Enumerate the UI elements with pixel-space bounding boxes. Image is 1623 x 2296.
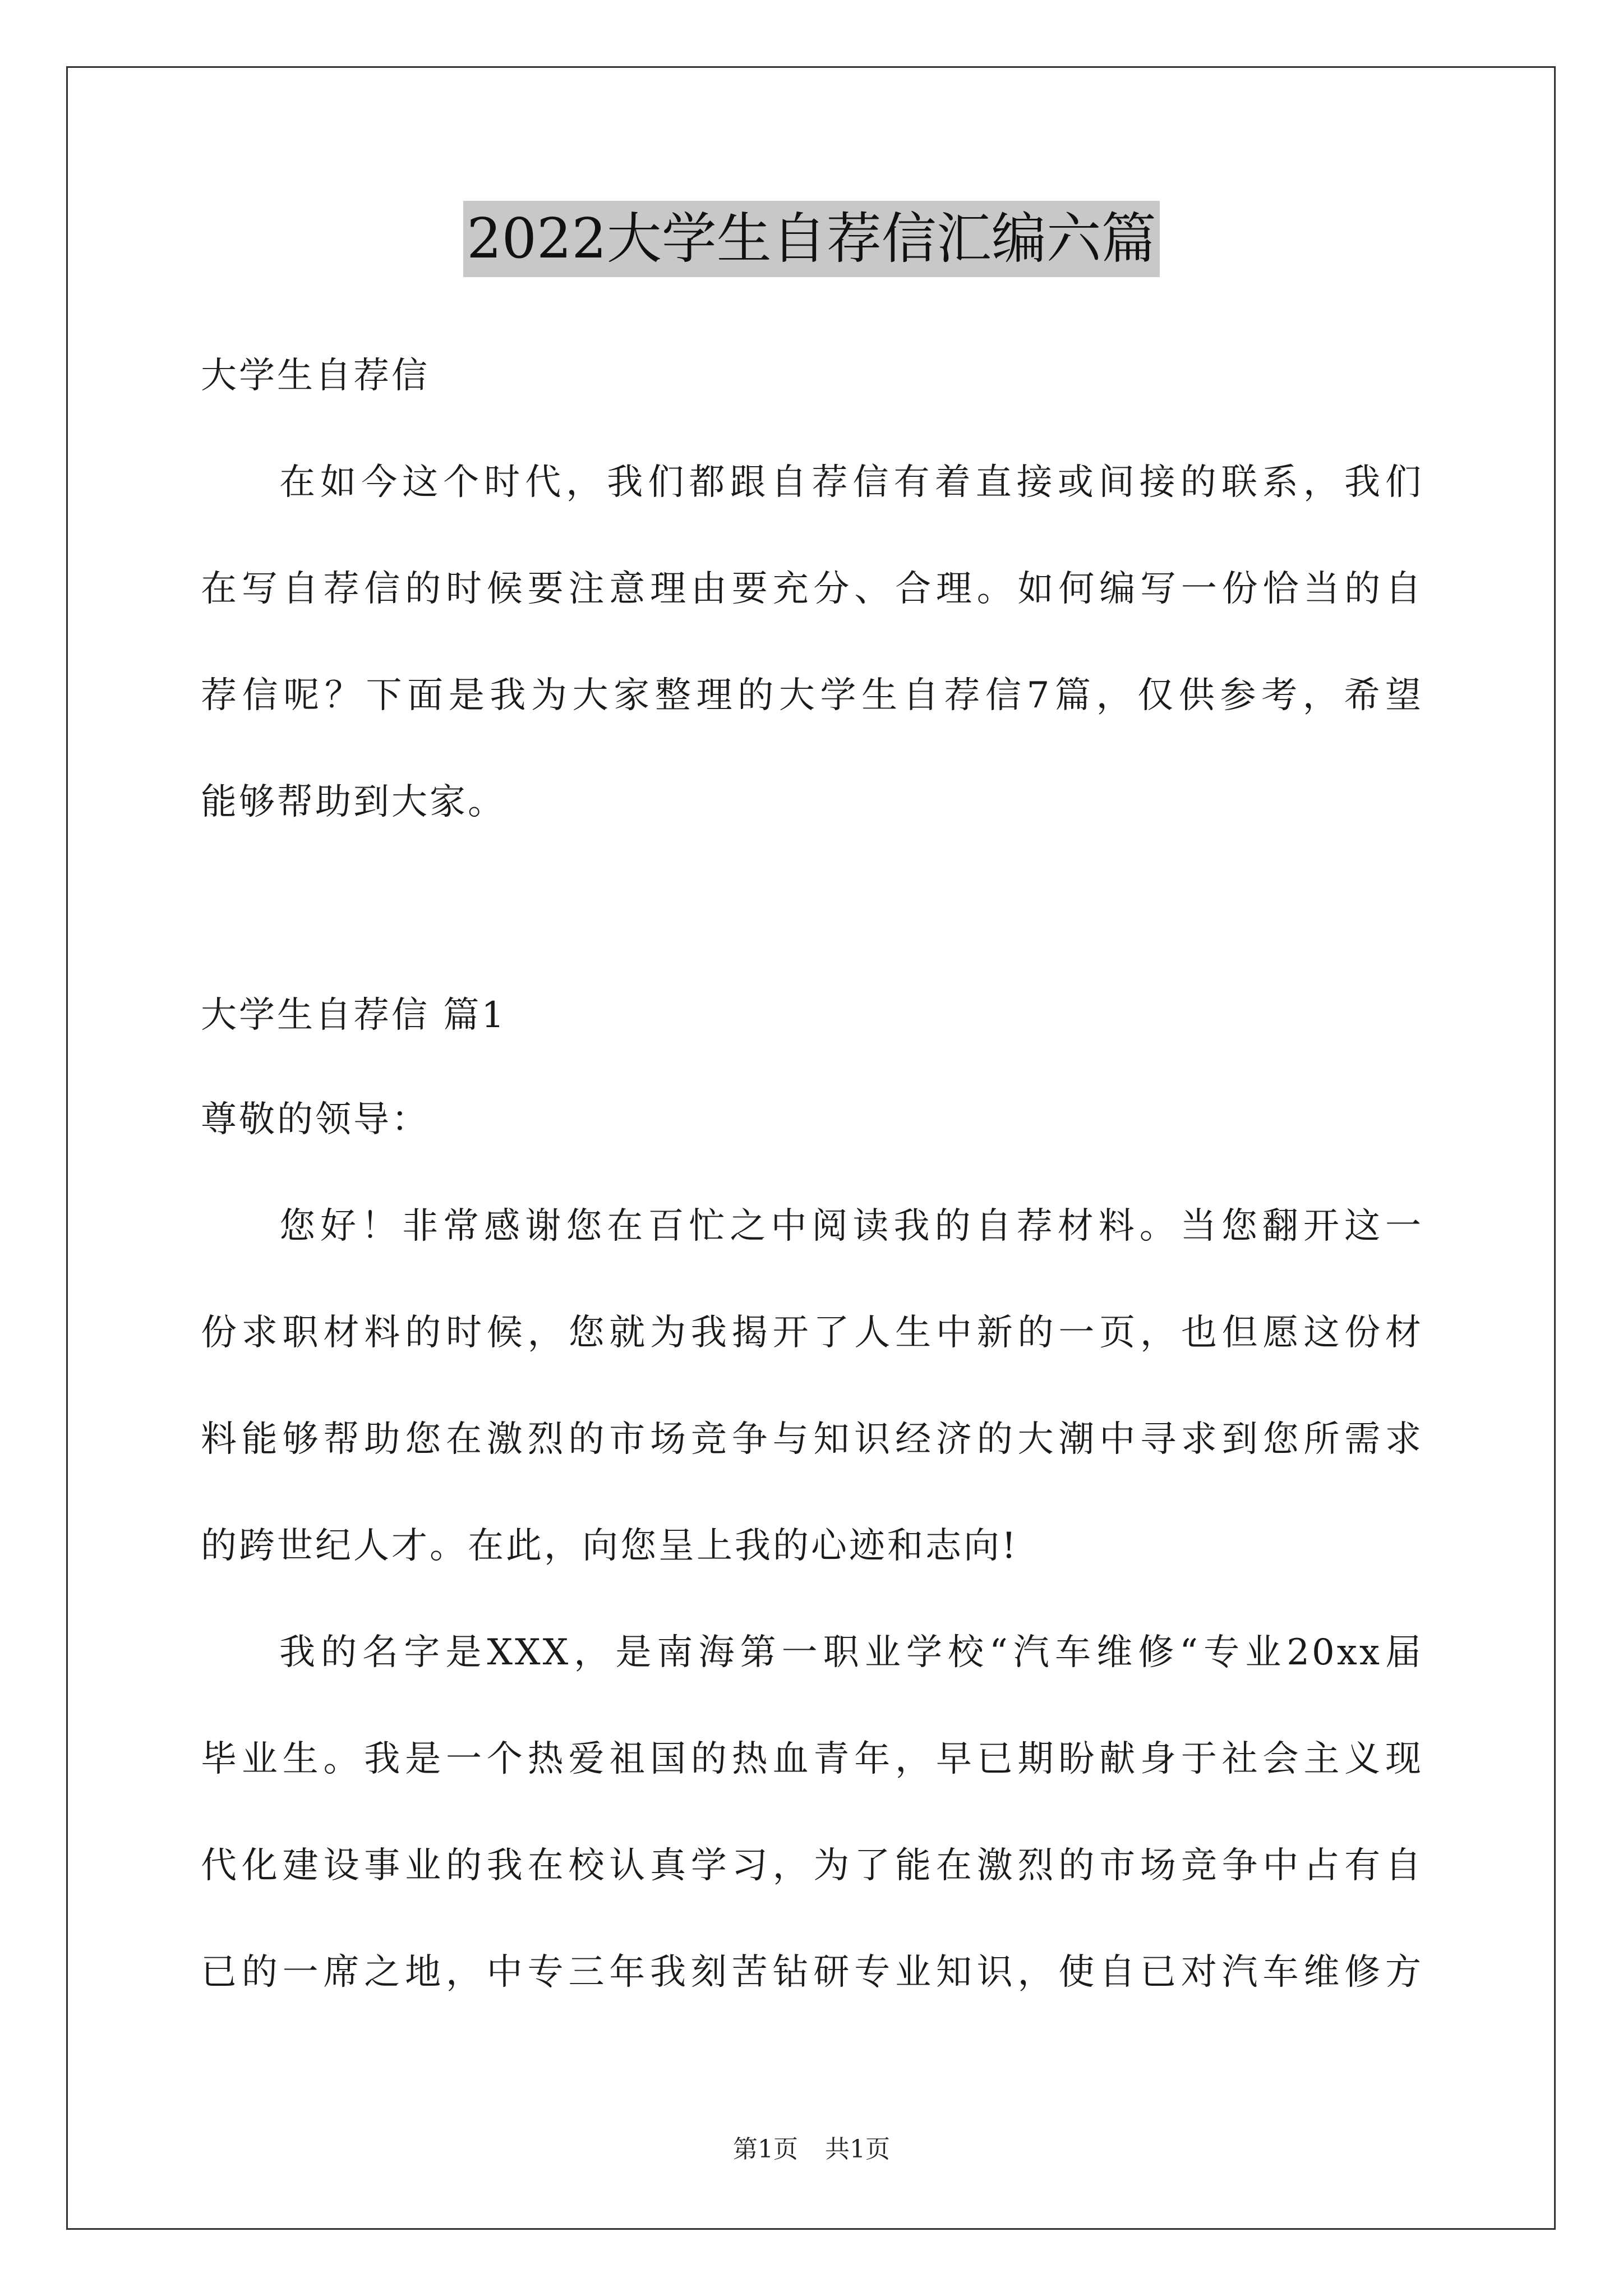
intro-line: 在写自荐信的时候要注意理由要充分、合理。如何编写一份恰当的自 [201,568,1423,610]
paragraph-line: 已的一席之地，中专三年我刻苦钻研专业知识，使自已对汽车维修方 [201,1952,1423,1993]
title-container [0,201,1623,277]
paragraph-line: 代化建设事业的我在校认真学习，为了能在激烈的市场竞争中占有自 [201,1845,1423,1887]
page-footer [0,2129,1623,2165]
paragraph-line: 毕业生。我是一个热爱祖国的热血青年，早已期盼献身于社会主义现 [201,1738,1423,1780]
salutation: 尊敬的领导： [201,1099,430,1140]
intro-line: 荐信呢？下面是我为大家整理的大学生自荐信7篇，仅供参考，希望 [201,675,1423,716]
document-title: 2022大学生自荐信汇编六篇 [463,201,1159,277]
page-total: 共1页 [825,2135,890,2164]
section-heading: 大学生自荐信 篇1 [201,995,507,1036]
paragraph-line: 的跨世纪人才。在此，向您呈上我的心迹和志向! [201,1525,1018,1567]
intro-line: 在如今这个时代，我们都跟自荐信有着直接或间接的联系，我们 [279,462,1423,503]
intro-line: 能够帮助到大家。 [201,781,506,823]
paragraph-line: 您好！非常感谢您在百忙之中阅读我的自荐材料。当您翻开这一 [279,1205,1423,1247]
paragraph-line: 我的名字是XXX，是南海第一职业学校“汽车维修“专业20xx届 [279,1632,1423,1673]
paragraph-line: 份求职材料的时候，您就为我揭开了人生中新的一页，也但愿这份材 [201,1312,1423,1354]
paragraph-line: 料能够帮助您在激烈的市场竞争与知识经济的大潮中寻求到您所需求 [201,1419,1423,1460]
page-number: 第1页 [733,2135,798,2164]
intro-heading: 大学生自荐信 [201,355,430,397]
